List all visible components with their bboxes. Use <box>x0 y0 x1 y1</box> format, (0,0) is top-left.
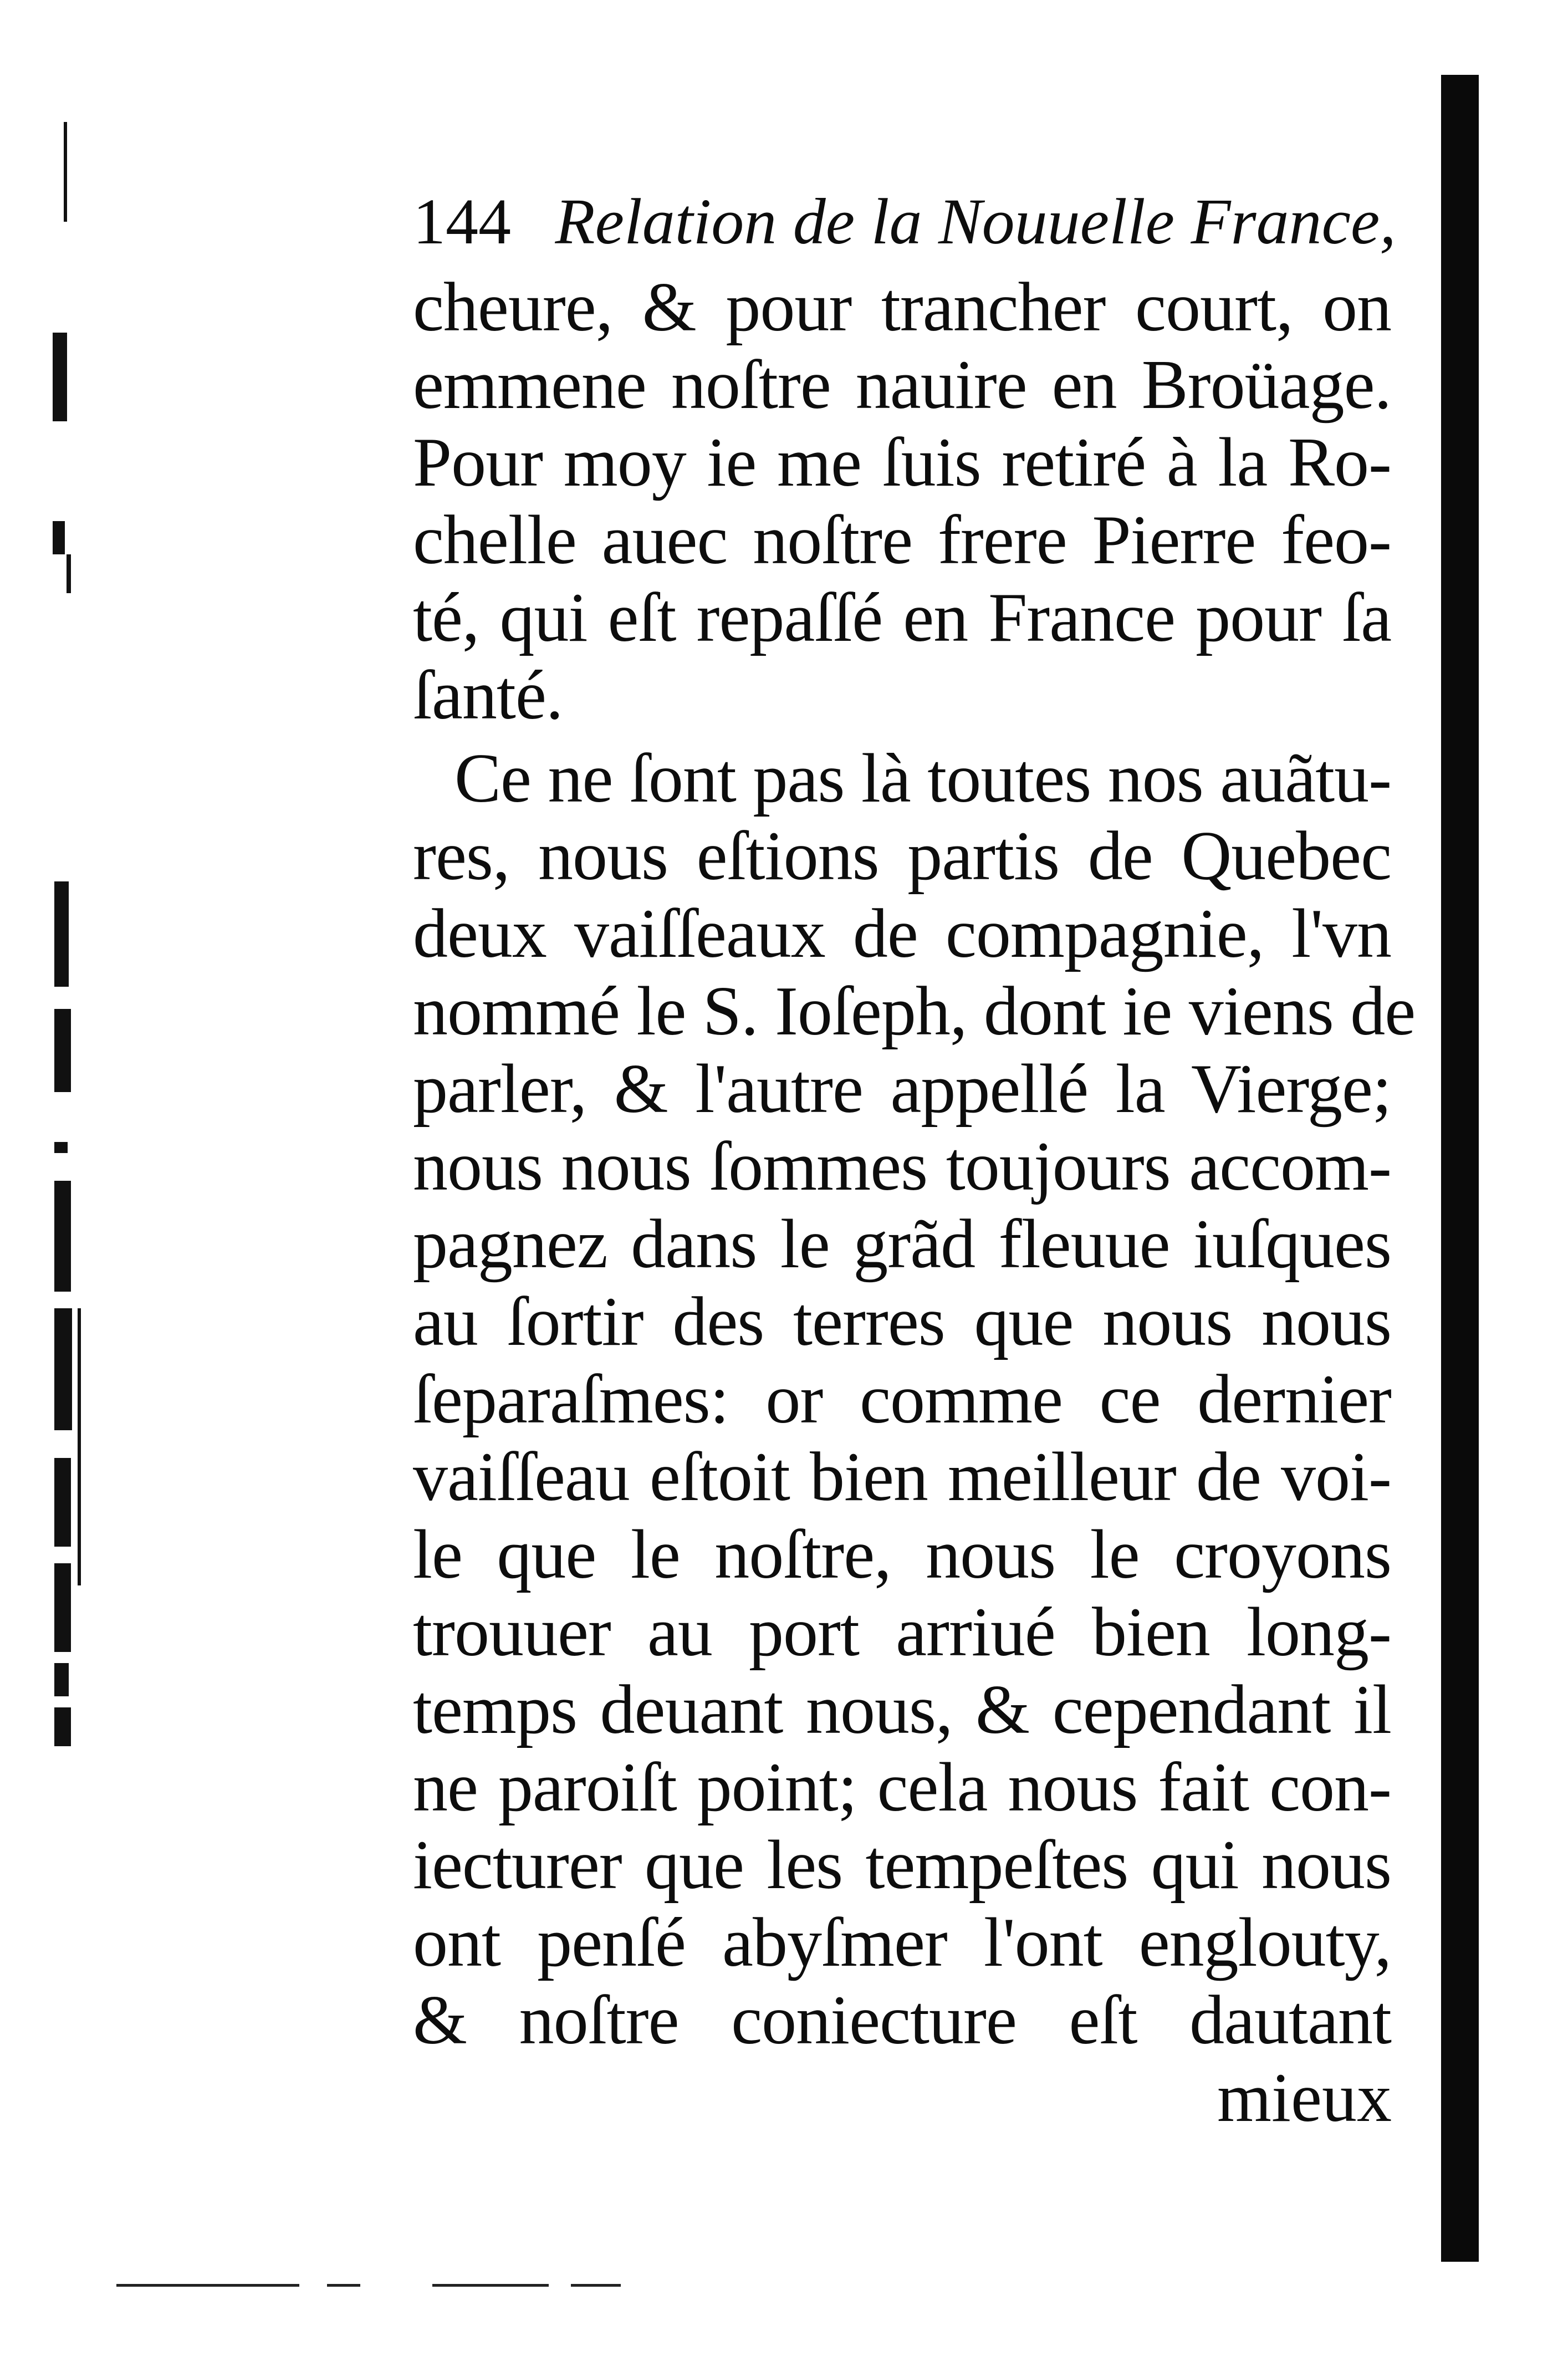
text-line: res, nous eſtions partis de Quebec <box>413 818 1391 895</box>
text-line: ont penſé abyſmer l'ont englouty, <box>413 1904 1391 1981</box>
running-head-title: Relation de la Nouuelle France, <box>555 185 1396 258</box>
text-line: Pour moy ie me ſuis retiré à la Ro- <box>413 424 1391 501</box>
text-line: au ſortir des terres que nous nous <box>413 1283 1391 1360</box>
page-number: 144 <box>413 185 511 258</box>
text-line: chelle auec noſtre frere Pierre feo- <box>413 502 1391 579</box>
text-line: parler, & l'autre appellé la Vierge; <box>413 1050 1391 1128</box>
text-line: le que le noſtre, nous le croyons <box>413 1516 1391 1593</box>
text-line: pagnez dans le grãd fleuue iuſques <box>413 1206 1391 1283</box>
text-line: nommé le S. Ioſeph, dont ie viens de <box>413 973 1416 1050</box>
catchword: mieux <box>1217 2059 1392 2136</box>
text-line: trouuer au port arriué bien long- <box>413 1594 1391 1671</box>
text-line: iecturer que les tempeſtes qui nous <box>413 1827 1391 1904</box>
text-line: Ce ne ſont pas là toutes nos auãtu- <box>454 740 1392 817</box>
text-line: temps deuant nous, & cependant il <box>413 1671 1391 1748</box>
text-line: emmene noſtre nauire en Broüage. <box>413 346 1391 424</box>
text-line: ſeparaſmes: or comme ce dernier <box>413 1361 1391 1438</box>
page-binding-shadow <box>1441 75 1479 2262</box>
text-line: nous nous ſommes toujours accom- <box>413 1128 1391 1205</box>
text-line: té, qui eſt repaſſé en France pour ſa <box>413 579 1391 656</box>
text-line: vaiſſeau eſtoit bien meilleur de voi- <box>413 1439 1391 1516</box>
text-line: ne paroiſt point; cela nous fait con- <box>413 1749 1391 1826</box>
text-line: cheure, & pour trancher court, on <box>413 269 1391 346</box>
text-line: ſanté. <box>413 657 563 734</box>
text-line: & noſtre coniecture eſt dautant <box>413 1982 1391 2059</box>
text-line: deux vaiſſeaux de compagnie, l'vn <box>413 895 1391 972</box>
left-margin-marks <box>33 100 94 1763</box>
running-head <box>413 186 1396 280</box>
